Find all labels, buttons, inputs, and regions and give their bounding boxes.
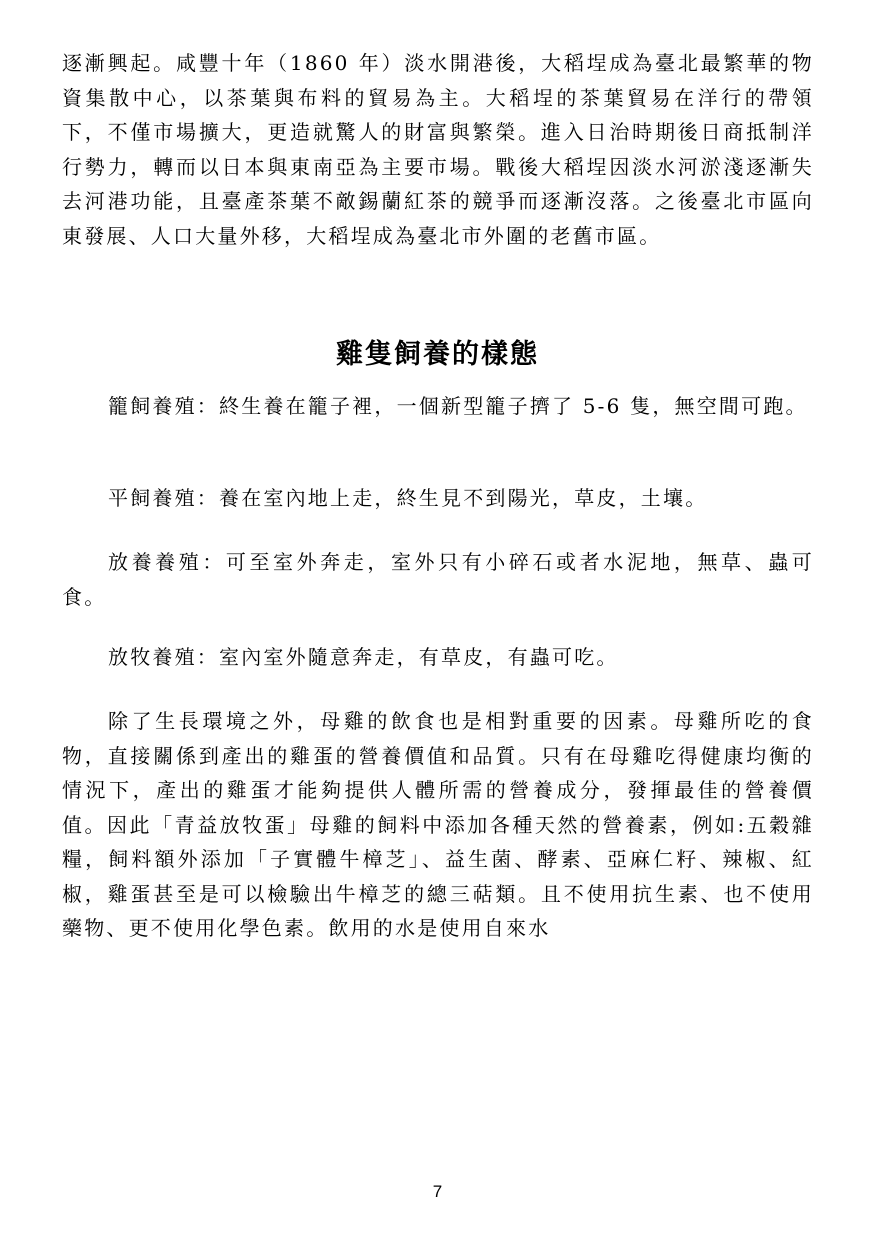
section-title: 雞隻飼養的樣態	[336, 339, 539, 370]
page-number: 7	[432, 1182, 443, 1201]
paragraph-feed: 除了生長環境之外，母雞的飲食也是相對重要的因素。母雞所吃的食物，直接關係到產出的雞蛋的營養價值和品質。只有在母雞吃得健康均衡的情況下，產出的雞蛋才能夠提供人體所需的營養成分，發揮最佳的營養價值。因此「青益放牧蛋」母雞的飼料中添加各種天然的營養素，例如:五穀雜糧，飼料額外添加「子實體牛樟芝」、益生菌、酵素、亞麻仁籽、辣椒、紅椒，雞蛋甚至是可以檢驗出牛樟芝的總三萜類。且不使用抗生素、也不使用藥物、更不使用化學色素。飲用的水是使用自來水	[62, 709, 814, 940]
intro-paragraph: 逐漸興起。咸豐十年（1860 年）淡水開港後，大稻埕成為臺北最繁華的物資集散中心，以茶葉與布料的貿易為主。大稻埕的茶葉貿易在洋行的帶領下，不僅市場擴大，更造就驚人的財富與繁榮。進入日治時期後日商抵制洋行勢力，轉而以日本與東南亞為主要市場。戰後大稻埕因淡水河淤淺逐漸失去河港功能，且臺產茶葉不敵錫蘭紅茶的競爭而逐漸沒落。之後臺北市區向東發展、人口大量外移，大稻埕成為臺北市外圍的老舊市區。	[62, 51, 814, 248]
paragraph-free-farming: 放養養殖：可至室外奔走，室外只有小碎石或者水泥地，無草、蟲可食。	[62, 550, 814, 609]
paragraph-floor-farming: 平飼養殖：養在室內地上走，終生見不到陽光，草皮，土壤。	[108, 486, 708, 510]
paragraph-pasture-farming: 放牧養殖：室內室外隨意奔走，有草皮，有蟲可吃。	[108, 645, 619, 669]
paragraph-cage-farming: 籠飼養殖：終生養在籠子裡，一個新型籠子擠了 5-6 隻，無空間可跑。	[108, 394, 808, 418]
